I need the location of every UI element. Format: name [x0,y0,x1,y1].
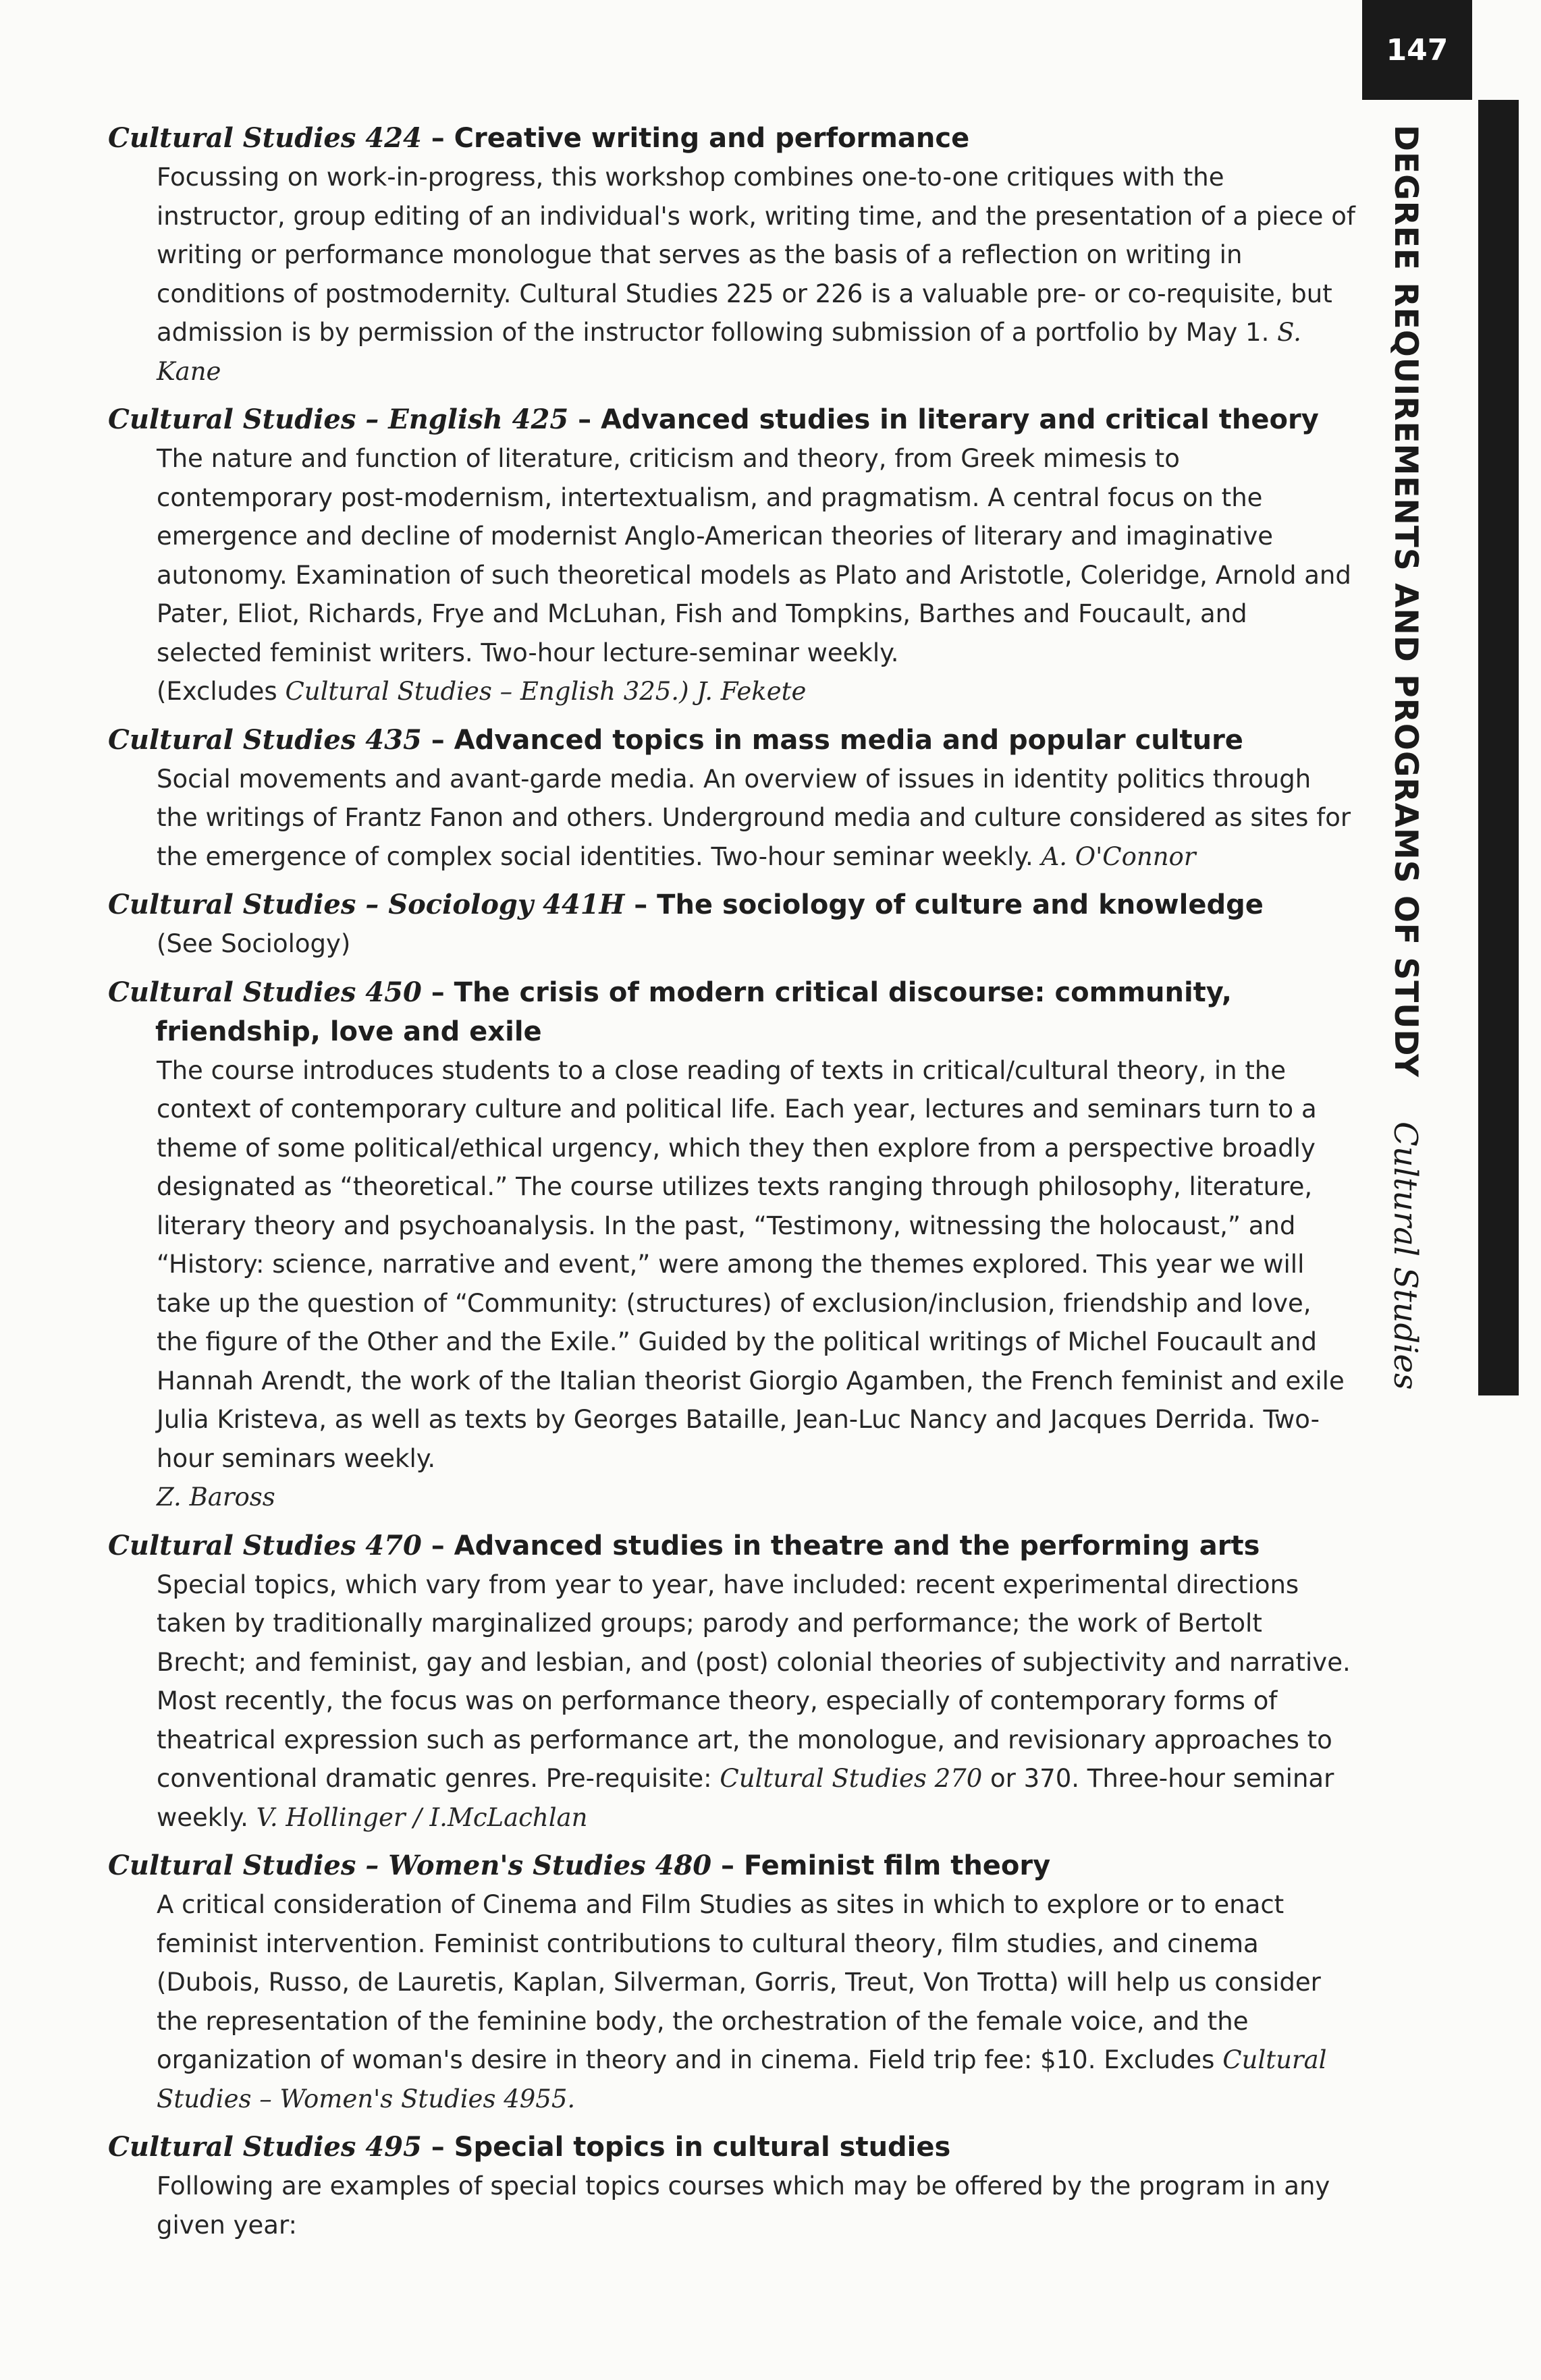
course-description [157,439,1357,711]
description-text: Focussing on work-in-progress, this workshop combines one-to-one critiques with the instructor, group editing of an individual's work, writing time, and the presentation of a piece of writing or performance monologue that serves as the basis of a reflection on writing in conditions of postmodernity. Cultural Studies 225 or 226 is a valuable pre- or co-requisite, but admission is by permission of the instructor following submission of a portfolio by May 1. [157,163,1355,347]
excludes-course: Cultural Studies – English 325.) [285,677,689,706]
course-entry-441h [108,885,1357,964]
course-code: Cultural Studies 435 [108,723,422,756]
course-heading: Cultural Studies 435 – Advanced topics in mass media and popular culture [108,723,1243,756]
course-entry-424 [108,119,1357,391]
course-description [157,1885,1357,2118]
excludes-prefix: (Excludes [157,677,277,706]
course-title: Advanced studies in theatre and the performing arts [454,1530,1260,1561]
prerequisite-course: Cultural Studies 270 [720,1764,983,1793]
description-text: A critical consideration of Cinema and Film Studies as sites in which to explore or to enact feminist intervention. Feminist contributions to cultural theory, film studies, and cinema (Dubois, Russo, de Lauretis, Kaplan, Silverman, Gorris, Treut, Von Trotta) will help us consider the representation of the feminine body, the orchestration of the female voice, and the organization of woman's desire in theory and in cinema. Field trip fee: $10. Excludes [157,1890,1321,2074]
course-instructor: S. Kane [157,318,1301,386]
course-entry-425 [108,400,1357,711]
course-heading: Cultural Studies – Women's Studies 480 – Feminist film theory [108,1850,1051,1881]
description-text: Special topics, which vary from year to year, have included: recent experimental directions taken by traditionally marginalized groups; parody and performance; the work of Bertolt Brecht; and feminist, gay and lesbian, and (post) colonial theories of subjectivity and narrative. Most recently, the focus was on performance theory, especially of contemporary forms of theatrical expression such as performance art, the monologue, and revisionary approaches to conventional dramatic genres. Pre-requisite: [157,1570,1351,1793]
course-title: Special topics in cultural studies [454,2132,951,2163]
course-entry-470 [108,1526,1357,1837]
course-instructor: V. Hollinger / I.McLachlan [256,1802,588,1832]
running-section-main: DEGREE REQUIREMENTS AND PROGRAMS OF STUDY [1387,125,1424,1078]
course-title: The sociology of culture and knowledge [657,889,1264,920]
description-text: The nature and function of literature, criticism and theory, from Greek mimesis to contemporary post-modernism, intertextualism, and pragmatism. A central focus on the emergence and decline of modernist Anglo-American theories of literary and imaginative autonomy. Examination of such theoretical models as Plato and Aristotle, Coleridge, Arnold and Pater, Eliot, Richards, Frye and McLuhan, Fish and Tompkins, Barthes and Foucault, and selected feminist writers. Two-hour lecture-seminar weekly. [157,444,1351,667]
course-instructor: J. Fekete [697,677,807,706]
course-description [157,924,1357,964]
course-description [157,2167,1357,2244]
description-text: The course introduces students to a close reading of texts in critical/cultural theory, in the context of contemporary culture and political life. Each year, lectures and seminars turn to a theme of some political/ethical urgency, which they then explore from a perspective broadly designated as “theoretical.” The course utilizes texts ranging through philosophy, literature, literary theory and psychoanalysis. In the past, “Testimony, witnessing the holocaust,” and “History: science, narrative and event,” were among the themes explored. This year we will take up the question of “Community: (structures) of exclusion/inclusion, friendship and love, the figure of the Other and the Exile.” Guided by the political writings of Michel Foucault and Hannah Arendt, the work of the Italian theorist Giorgio Agamben, the French feminist and exile Julia Kristeva, as well as texts by Georges Bataille, Jean-Luc Nancy and Jacques Derrida. Two-hour seminars weekly. [157,1055,1345,1473]
course-title: The crisis of modern critical discourse: community, friendship, love and exile [155,976,1232,1047]
course-entry-435 [108,721,1357,877]
course-heading: Cultural Studies – English 425 – Advanced studies in literary and critical theory [108,404,1319,435]
course-code: Cultural Studies 424 [108,122,422,154]
course-description [157,1051,1357,1517]
course-code: Cultural Studies – Sociology 441H [108,889,625,920]
course-heading: Cultural Studies 495 – Special topics in cultural studies [108,2131,951,2163]
course-description [157,158,1357,391]
course-code: Cultural Studies – Women's Studies 480 [108,1850,712,1881]
running-section-sub: Cultural Studies [1386,1122,1424,1390]
running-section-title [1385,125,1426,1390]
course-entry-495 [108,2128,1357,2244]
course-heading: Cultural Studies 424 – Creative writing and performance [108,122,970,154]
course-title: Advanced topics in mass media and popular culture [454,724,1243,756]
page-number: 147 [1362,0,1472,100]
course-entry-450 [108,973,1357,1517]
course-instructor: Z. Baross [157,1483,275,1512]
course-instructor: A. O'Connor [1041,841,1196,871]
course-code: Cultural Studies 470 [108,1529,422,1561]
course-code: Cultural Studies 450 [108,976,422,1008]
course-description [157,760,1357,877]
description-text: Following are examples of special topics courses which may be offered by the program in any given year: [157,2171,1330,2240]
course-list [108,119,1357,2254]
course-heading: Cultural Studies – Sociology 441H – The sociology of culture and knowledge [108,889,1264,920]
course-code: Cultural Studies – English 425 [108,404,569,435]
description-text: Social movements and avant-garde media. An overview of issues in identity politics through the writings of Frantz Fanon and others. Underground media and culture considered as sites for the emergence of complex social identities. Two-hour seminar weekly. [157,764,1351,871]
prerequisite-rest: or 370. Three-hour seminar weekly. [157,1764,1334,1832]
course-heading: Cultural Studies 470 – Advanced studies in theatre and the performing arts [108,1529,1260,1561]
course-title: Advanced studies in literary and critical theory [601,404,1319,435]
excludes-course: Cultural Studies – Women's Studies 4955. [157,2045,1327,2113]
description-text: (See Sociology) [157,929,351,958]
course-description [157,1566,1357,1837]
course-title: Creative writing and performance [454,123,970,154]
course-title: Feminist film theory [743,1850,1051,1881]
course-code: Cultural Studies 495 [108,2131,422,2163]
course-heading: Cultural Studies 450 – The crisis of modern critical discourse: community, friendship, love and exile [108,976,1232,1047]
section-tab-bar [1478,100,1519,1395]
course-entry-480 [108,1846,1357,2118]
